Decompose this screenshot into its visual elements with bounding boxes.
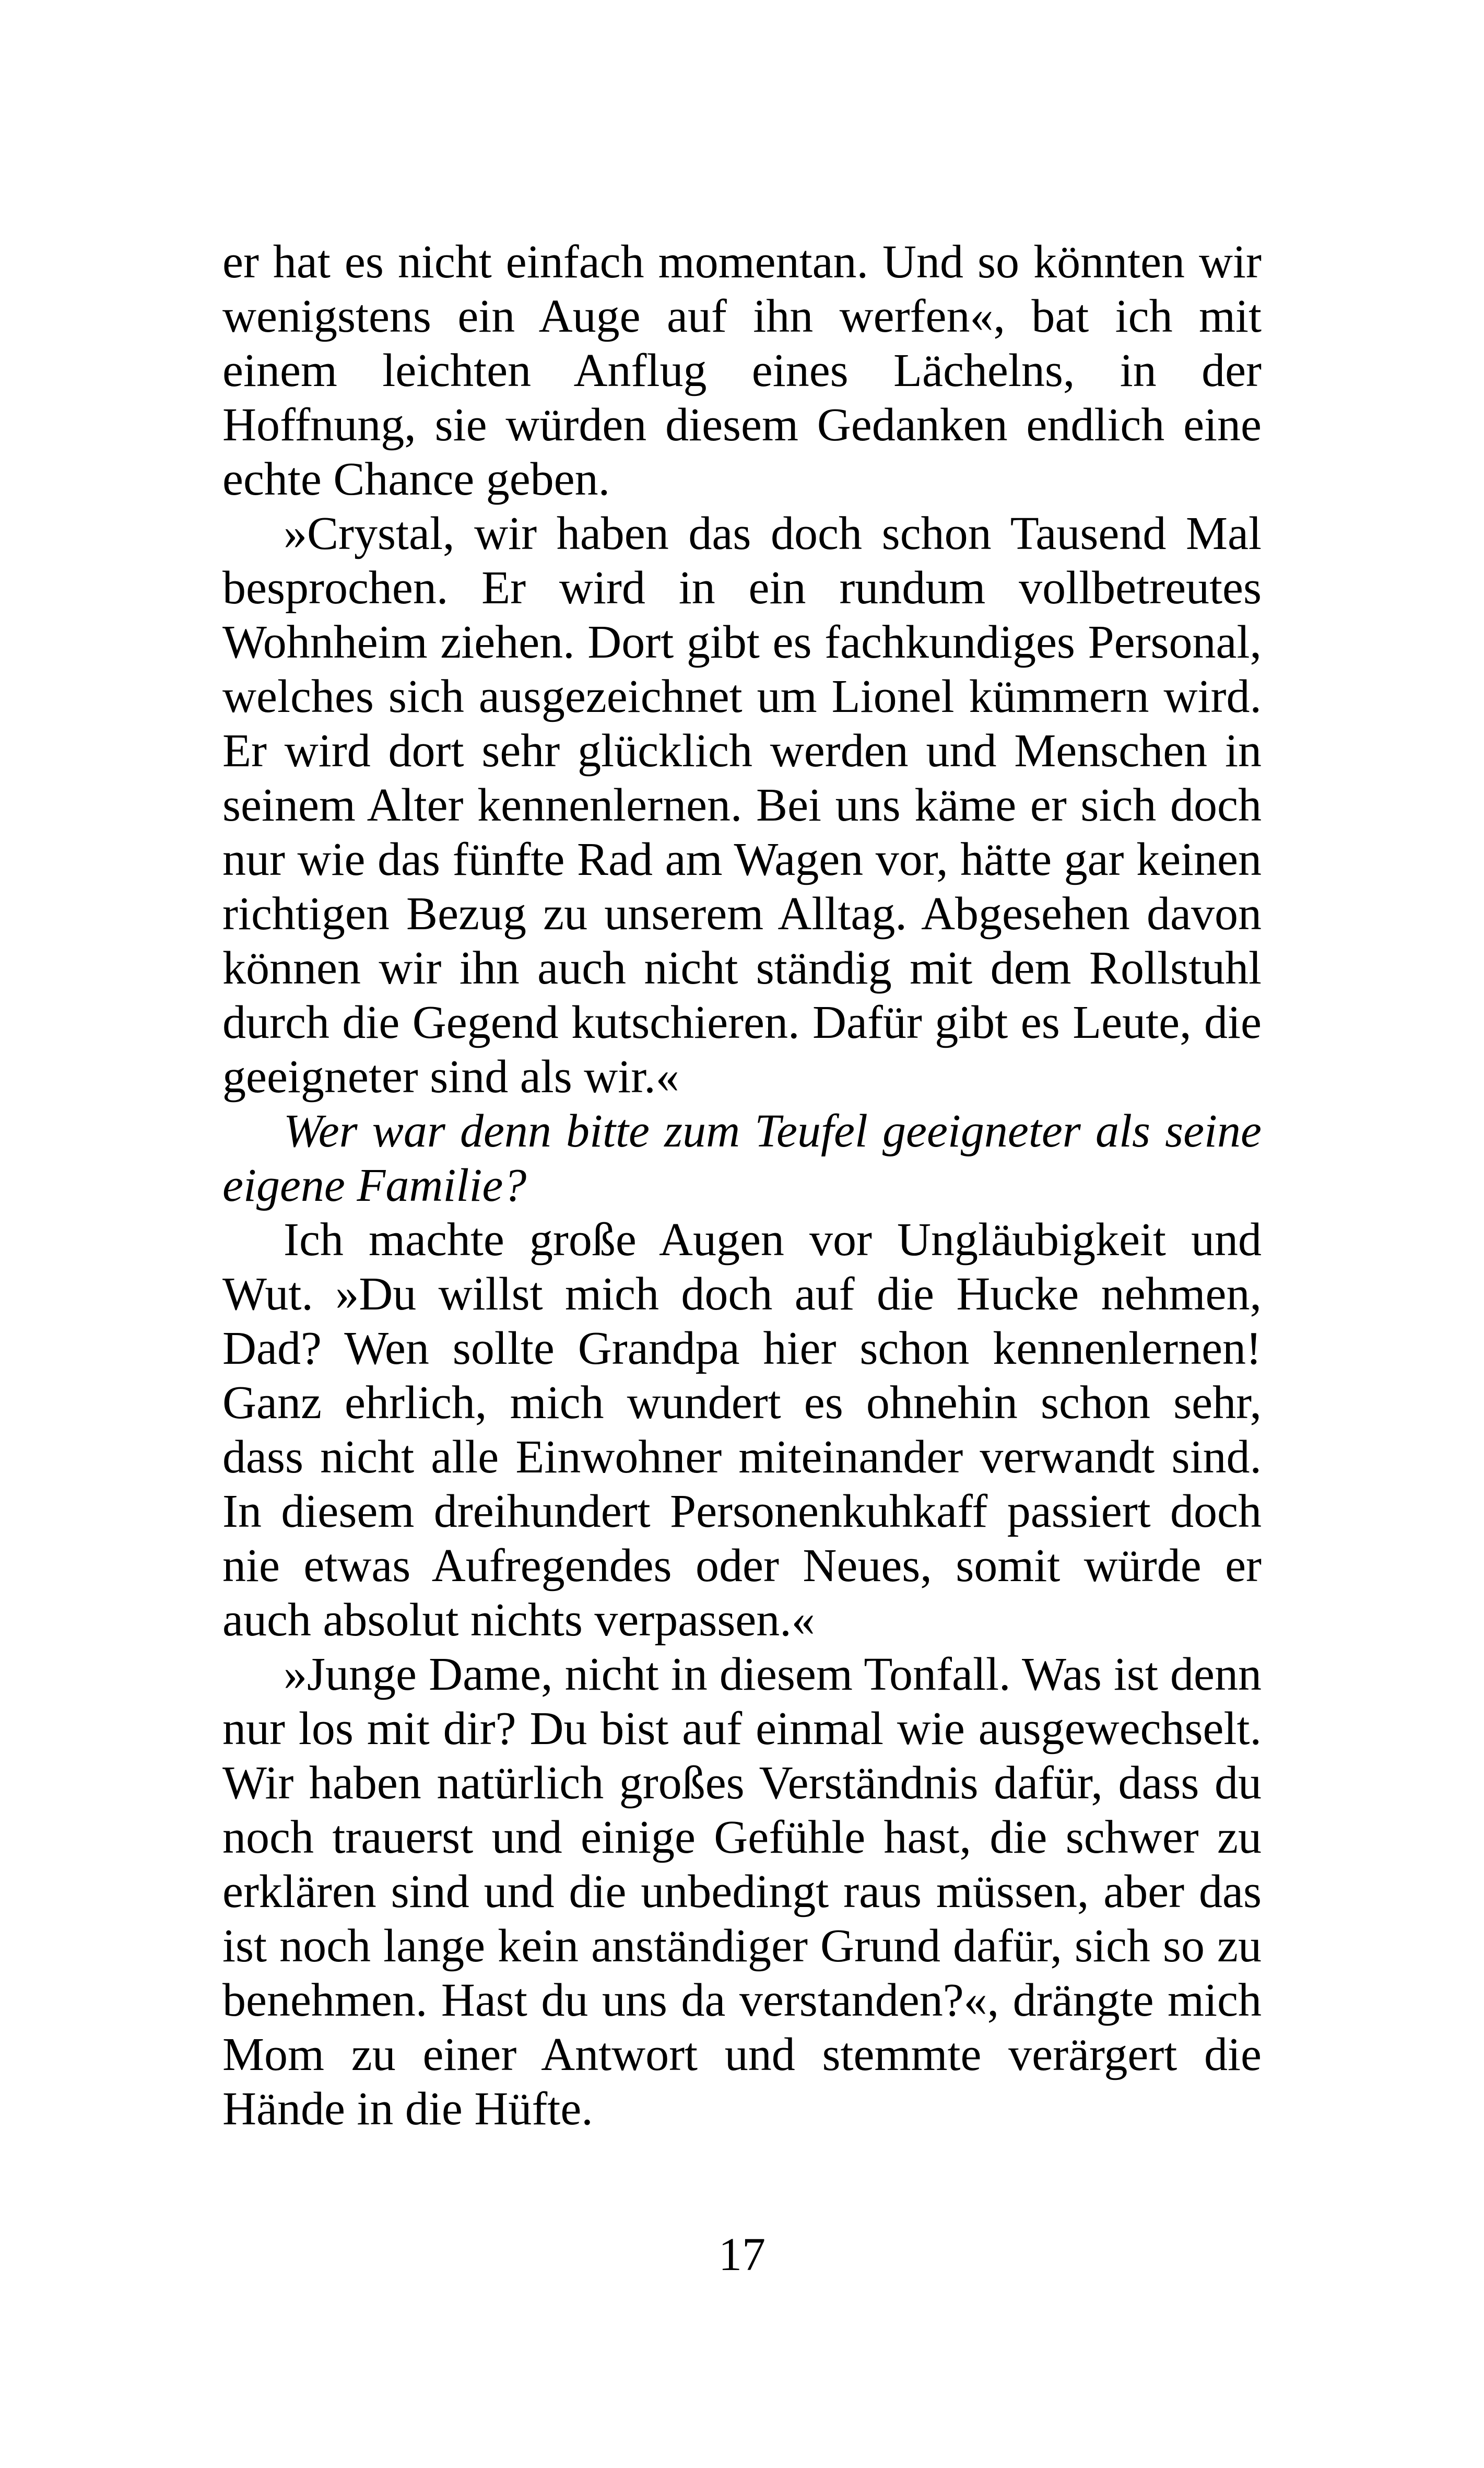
paragraph-dialogue-mom: »Junge Dame, nicht in diesem Tonfall. Was ist denn nur los mit dir? Du bist auf einmal wie ausgewechselt. Wir haben natürlich großes Verständnis dafür, dass du noch trauerst und einige Gefühle hast, die schwer zu erklären sind und die unbedingt raus müssen, aber das ist noch lange kein anständiger Grund dafür, sich so zu benehmen. Hast du uns da verstanden?«, drängte mich Mom zu einer Antwort und stemmte verärgert die Hände in die Hüfte. [222,1648,1262,2135]
paragraph-dialogue-crystal: »Crystal, wir haben das doch schon Tausend Mal besprochen. Er wird in ein rundum vollbetreutes Wohnheim ziehen. Dort gibt es fachkundiges Personal, welches sich ausgezeichnet um Lionel kümmern wird. Er wird dort sehr glücklich werden und Menschen in seinem Alter kennenlernen. Bei uns käme er sich doch nur wie das fünfte Rad am Wagen vor, hätte gar keinen richtigen Bezug zu unserem Alltag. Abgesehen davon können wir ihn auch nicht ständig mit dem Rollstuhl durch die Gegend kutschieren. Dafür gibt es Leute, die geeigneter sind als wir.« [222,508,1262,1103]
page-number: 17 [719,2229,765,2280]
paragraph-inner-thought: Wer war denn bitte zum Teufel geeigneter als seine eigene Familie? [222,1105,1262,1211]
body-text [222,235,1262,2136]
paragraph-continuation: er hat es nicht einfach momentan. Und so könnten wir wenigstens ein Auge auf ihn werfen«, bat ich mit einem leichten Anflug eines Lächelns, in der Hoffnung, sie würden diesem Gedanken endlich eine echte Chance geben. [222,236,1262,505]
paragraph-reply-dad: Ich machte große Augen vor Ungläubigkeit und Wut. »Du willst mich doch auf die Hucke nehmen, Dad? Wen sollte Grandpa hier schon kennenlernen! Ganz ehrlich, mich wundert es ohnehin schon sehr, dass nicht alle Einwohner miteinander verwandt sind. In diesem dreihundert Personenkuhkaff passiert doch nie etwas Aufregendes oder Neues, somit würde er auch absolut nichts verpassen.« [222,1214,1262,1646]
